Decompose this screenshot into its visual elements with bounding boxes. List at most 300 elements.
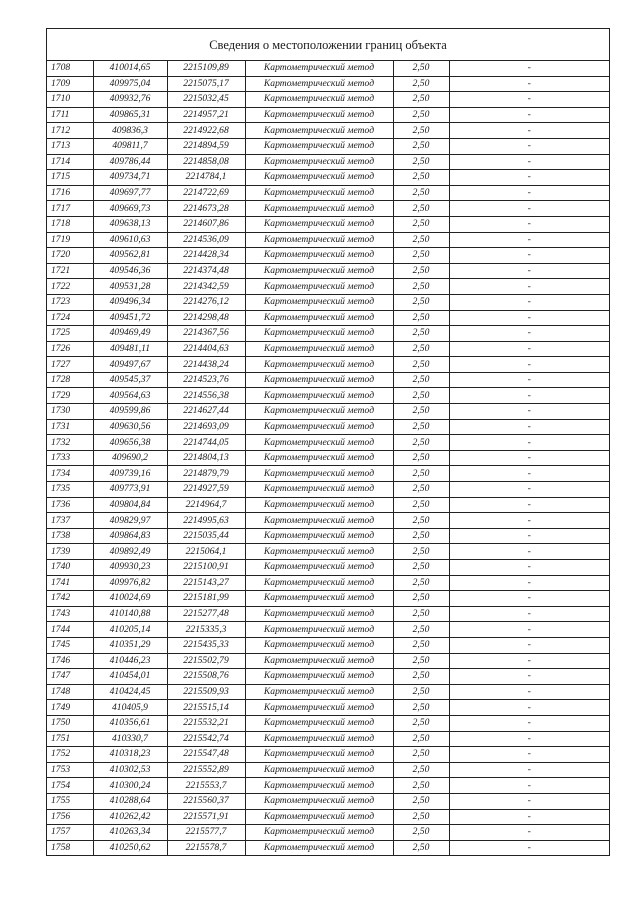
accuracy-cell: 2,50 (393, 419, 449, 435)
x-coordinate-cell: 409865,31 (93, 107, 167, 123)
table-row (47, 435, 609, 451)
table-row (47, 809, 609, 825)
method-cell: Картометрический метод (245, 185, 393, 201)
point-number-cell: 1721 (47, 263, 93, 279)
description-cell: - (449, 669, 609, 685)
method-cell: Картометрический метод (245, 653, 393, 669)
x-coordinate-cell: 409546,36 (93, 263, 167, 279)
x-coordinate-cell: 409930,23 (93, 560, 167, 576)
table-row (47, 372, 609, 388)
point-number-cell: 1742 (47, 591, 93, 607)
x-coordinate-cell: 409836,3 (93, 123, 167, 139)
table-row (47, 762, 609, 778)
x-coordinate-cell: 410263,34 (93, 825, 167, 841)
table-row (47, 294, 609, 310)
y-coordinate-cell: 2214693,09 (167, 419, 245, 435)
x-coordinate-cell: 410014,65 (93, 61, 167, 76)
x-coordinate-cell: 409599,86 (93, 404, 167, 420)
table-row (47, 497, 609, 513)
point-number-cell: 1736 (47, 497, 93, 513)
method-cell: Картометрический метод (245, 731, 393, 747)
table-row (47, 248, 609, 264)
x-coordinate-cell: 409562,81 (93, 248, 167, 264)
point-number-cell: 1715 (47, 170, 93, 186)
table-row (47, 715, 609, 731)
point-number-cell: 1743 (47, 606, 93, 622)
description-cell: - (449, 216, 609, 232)
table-row (47, 825, 609, 841)
description-cell: - (449, 279, 609, 295)
x-coordinate-cell: 409690,2 (93, 450, 167, 466)
y-coordinate-cell: 2215075,17 (167, 76, 245, 92)
x-coordinate-cell: 409864,83 (93, 528, 167, 544)
x-coordinate-cell: 409564,63 (93, 388, 167, 404)
y-coordinate-cell: 2214879,79 (167, 466, 245, 482)
x-coordinate-cell: 410024,69 (93, 591, 167, 607)
table-row (47, 61, 609, 76)
accuracy-cell: 2,50 (393, 435, 449, 451)
table-row (47, 575, 609, 591)
table-row (47, 357, 609, 373)
x-coordinate-cell: 409610,63 (93, 232, 167, 248)
y-coordinate-cell: 2214927,59 (167, 482, 245, 498)
x-coordinate-cell: 410140,88 (93, 606, 167, 622)
table-row (47, 669, 609, 685)
y-coordinate-cell: 2215578,7 (167, 840, 245, 855)
method-cell: Картометрический метод (245, 76, 393, 92)
method-cell: Картометрический метод (245, 482, 393, 498)
x-coordinate-cell: 409451,72 (93, 310, 167, 326)
description-cell: - (449, 232, 609, 248)
table-row (47, 450, 609, 466)
y-coordinate-cell: 2215035,44 (167, 528, 245, 544)
y-coordinate-cell: 2214627,44 (167, 404, 245, 420)
y-coordinate-cell: 2215277,48 (167, 606, 245, 622)
accuracy-cell: 2,50 (393, 263, 449, 279)
point-number-cell: 1753 (47, 762, 93, 778)
method-cell: Картометрический метод (245, 622, 393, 638)
x-coordinate-cell: 410330,7 (93, 731, 167, 747)
method-cell: Картометрический метод (245, 497, 393, 513)
method-cell: Картометрический метод (245, 747, 393, 763)
accuracy-cell: 2,50 (393, 92, 449, 108)
x-coordinate-cell: 409497,67 (93, 357, 167, 373)
method-cell: Картометрический метод (245, 154, 393, 170)
x-coordinate-cell: 410250,62 (93, 840, 167, 855)
y-coordinate-cell: 2214607,86 (167, 216, 245, 232)
point-number-cell: 1732 (47, 435, 93, 451)
table-row (47, 684, 609, 700)
x-coordinate-cell: 409811,7 (93, 138, 167, 154)
method-cell: Картометрический метод (245, 544, 393, 560)
point-number-cell: 1718 (47, 216, 93, 232)
description-cell: - (449, 154, 609, 170)
description-cell: - (449, 840, 609, 855)
method-cell: Картометрический метод (245, 279, 393, 295)
method-cell: Картометрический метод (245, 170, 393, 186)
point-number-cell: 1716 (47, 185, 93, 201)
method-cell: Картометрический метод (245, 606, 393, 622)
accuracy-cell: 2,50 (393, 154, 449, 170)
table-row (47, 326, 609, 342)
table-row (47, 513, 609, 529)
accuracy-cell: 2,50 (393, 606, 449, 622)
table-row (47, 310, 609, 326)
x-coordinate-cell: 409656,38 (93, 435, 167, 451)
y-coordinate-cell: 2214722,69 (167, 185, 245, 201)
point-number-cell: 1739 (47, 544, 93, 560)
y-coordinate-cell: 2215143,27 (167, 575, 245, 591)
accuracy-cell: 2,50 (393, 809, 449, 825)
x-coordinate-cell: 409976,82 (93, 575, 167, 591)
description-cell: - (449, 185, 609, 201)
accuracy-cell: 2,50 (393, 357, 449, 373)
table-row (47, 793, 609, 809)
table-row (47, 341, 609, 357)
description-cell: - (449, 388, 609, 404)
table-row (47, 560, 609, 576)
method-cell: Картометрический метод (245, 248, 393, 264)
point-number-cell: 1744 (47, 622, 93, 638)
point-number-cell: 1752 (47, 747, 93, 763)
method-cell: Картометрический метод (245, 123, 393, 139)
table-row (47, 123, 609, 139)
table-row (47, 606, 609, 622)
point-number-cell: 1751 (47, 731, 93, 747)
point-number-cell: 1757 (47, 825, 93, 841)
table-row (47, 170, 609, 186)
table-row (47, 216, 609, 232)
y-coordinate-cell: 2214404,63 (167, 341, 245, 357)
description-cell: - (449, 107, 609, 123)
x-coordinate-cell: 409496,34 (93, 294, 167, 310)
y-coordinate-cell: 2214957,21 (167, 107, 245, 123)
description-cell: - (449, 263, 609, 279)
method-cell: Картометрический метод (245, 372, 393, 388)
y-coordinate-cell: 2215552,89 (167, 762, 245, 778)
x-coordinate-cell: 409773,91 (93, 482, 167, 498)
description-cell: - (449, 201, 609, 217)
x-coordinate-cell: 410446,23 (93, 653, 167, 669)
point-number-cell: 1726 (47, 341, 93, 357)
point-number-cell: 1740 (47, 560, 93, 576)
point-number-cell: 1712 (47, 123, 93, 139)
accuracy-cell: 2,50 (393, 497, 449, 513)
accuracy-cell: 2,50 (393, 61, 449, 76)
x-coordinate-cell: 409545,37 (93, 372, 167, 388)
accuracy-cell: 2,50 (393, 622, 449, 638)
x-coordinate-cell: 410318,23 (93, 747, 167, 763)
accuracy-cell: 2,50 (393, 825, 449, 841)
accuracy-cell: 2,50 (393, 404, 449, 420)
description-cell: - (449, 482, 609, 498)
y-coordinate-cell: 2214995,63 (167, 513, 245, 529)
point-number-cell: 1748 (47, 684, 93, 700)
accuracy-cell: 2,50 (393, 513, 449, 529)
y-coordinate-cell: 2214804,13 (167, 450, 245, 466)
method-cell: Картометрический метод (245, 715, 393, 731)
table-row (47, 591, 609, 607)
description-cell: - (449, 357, 609, 373)
x-coordinate-cell: 409892,49 (93, 544, 167, 560)
accuracy-cell: 2,50 (393, 747, 449, 763)
table-row (47, 107, 609, 123)
y-coordinate-cell: 2215508,76 (167, 669, 245, 685)
accuracy-cell: 2,50 (393, 731, 449, 747)
table-row (47, 76, 609, 92)
method-cell: Картометрический метод (245, 388, 393, 404)
description-cell: - (449, 700, 609, 716)
x-coordinate-cell: 409829,97 (93, 513, 167, 529)
point-number-cell: 1737 (47, 513, 93, 529)
method-cell: Картометрический метод (245, 263, 393, 279)
method-cell: Картометрический метод (245, 404, 393, 420)
table-row (47, 92, 609, 108)
description-cell: - (449, 715, 609, 731)
table-row (47, 404, 609, 420)
method-cell: Картометрический метод (245, 435, 393, 451)
method-cell: Картометрический метод (245, 341, 393, 357)
y-coordinate-cell: 2214374,48 (167, 263, 245, 279)
accuracy-cell: 2,50 (393, 669, 449, 685)
accuracy-cell: 2,50 (393, 793, 449, 809)
method-cell: Картометрический метод (245, 138, 393, 154)
table-body (47, 61, 609, 855)
y-coordinate-cell: 2215435,33 (167, 637, 245, 653)
accuracy-cell: 2,50 (393, 762, 449, 778)
description-cell: - (449, 310, 609, 326)
y-coordinate-cell: 2215547,48 (167, 747, 245, 763)
accuracy-cell: 2,50 (393, 700, 449, 716)
method-cell: Картометрический метод (245, 591, 393, 607)
coordinates-table (47, 61, 609, 855)
description-cell: - (449, 637, 609, 653)
table-row (47, 700, 609, 716)
accuracy-cell: 2,50 (393, 715, 449, 731)
accuracy-cell: 2,50 (393, 170, 449, 186)
table-row (47, 637, 609, 653)
method-cell: Картометрический метод (245, 825, 393, 841)
y-coordinate-cell: 2214438,24 (167, 357, 245, 373)
description-cell: - (449, 591, 609, 607)
y-coordinate-cell: 2215509,93 (167, 684, 245, 700)
accuracy-cell: 2,50 (393, 76, 449, 92)
point-number-cell: 1708 (47, 61, 93, 76)
point-number-cell: 1746 (47, 653, 93, 669)
point-number-cell: 1747 (47, 669, 93, 685)
x-coordinate-cell: 409531,28 (93, 279, 167, 295)
description-cell: - (449, 450, 609, 466)
method-cell: Картометрический метод (245, 809, 393, 825)
x-coordinate-cell: 410351,29 (93, 637, 167, 653)
point-number-cell: 1756 (47, 809, 93, 825)
y-coordinate-cell: 2214964,7 (167, 497, 245, 513)
accuracy-cell: 2,50 (393, 778, 449, 794)
description-cell: - (449, 825, 609, 841)
table-row (47, 731, 609, 747)
accuracy-cell: 2,50 (393, 653, 449, 669)
accuracy-cell: 2,50 (393, 591, 449, 607)
accuracy-cell: 2,50 (393, 341, 449, 357)
point-number-cell: 1714 (47, 154, 93, 170)
y-coordinate-cell: 2215542,74 (167, 731, 245, 747)
accuracy-cell: 2,50 (393, 232, 449, 248)
table-row (47, 466, 609, 482)
point-number-cell: 1711 (47, 107, 93, 123)
x-coordinate-cell: 409734,71 (93, 170, 167, 186)
description-cell: - (449, 92, 609, 108)
table-row (47, 279, 609, 295)
description-cell: - (449, 294, 609, 310)
y-coordinate-cell: 2214342,59 (167, 279, 245, 295)
y-coordinate-cell: 2214536,09 (167, 232, 245, 248)
description-cell: - (449, 326, 609, 342)
x-coordinate-cell: 410262,42 (93, 809, 167, 825)
x-coordinate-cell: 409481,11 (93, 341, 167, 357)
description-cell: - (449, 466, 609, 482)
table-row (47, 840, 609, 855)
accuracy-cell: 2,50 (393, 544, 449, 560)
x-coordinate-cell: 409739,16 (93, 466, 167, 482)
y-coordinate-cell: 2214858,08 (167, 154, 245, 170)
x-coordinate-cell: 409975,04 (93, 76, 167, 92)
description-cell: - (449, 762, 609, 778)
y-coordinate-cell: 2215502,79 (167, 653, 245, 669)
method-cell: Картометрический метод (245, 201, 393, 217)
description-cell: - (449, 528, 609, 544)
accuracy-cell: 2,50 (393, 372, 449, 388)
description-cell: - (449, 747, 609, 763)
description-cell: - (449, 404, 609, 420)
description-cell: - (449, 513, 609, 529)
y-coordinate-cell: 2214298,48 (167, 310, 245, 326)
description-cell: - (449, 248, 609, 264)
table-row (47, 138, 609, 154)
point-number-cell: 1734 (47, 466, 93, 482)
x-coordinate-cell: 410302,53 (93, 762, 167, 778)
method-cell: Картометрический метод (245, 669, 393, 685)
method-cell: Картометрический метод (245, 575, 393, 591)
description-cell: - (449, 61, 609, 76)
accuracy-cell: 2,50 (393, 248, 449, 264)
x-coordinate-cell: 409630,56 (93, 419, 167, 435)
description-cell: - (449, 653, 609, 669)
method-cell: Картометрический метод (245, 232, 393, 248)
method-cell: Картометрический метод (245, 310, 393, 326)
accuracy-cell: 2,50 (393, 310, 449, 326)
description-cell: - (449, 544, 609, 560)
method-cell: Картометрический метод (245, 793, 393, 809)
y-coordinate-cell: 2214922,68 (167, 123, 245, 139)
point-number-cell: 1749 (47, 700, 93, 716)
accuracy-cell: 2,50 (393, 216, 449, 232)
table-row (47, 653, 609, 669)
point-number-cell: 1727 (47, 357, 93, 373)
y-coordinate-cell: 2215560,37 (167, 793, 245, 809)
point-number-cell: 1723 (47, 294, 93, 310)
x-coordinate-cell: 409786,44 (93, 154, 167, 170)
x-coordinate-cell: 410405,9 (93, 700, 167, 716)
point-number-cell: 1724 (47, 310, 93, 326)
method-cell: Картометрический метод (245, 326, 393, 342)
accuracy-cell: 2,50 (393, 294, 449, 310)
y-coordinate-cell: 2215064,1 (167, 544, 245, 560)
description-cell: - (449, 170, 609, 186)
y-coordinate-cell: 2215532,21 (167, 715, 245, 731)
description-cell: - (449, 372, 609, 388)
point-number-cell: 1709 (47, 76, 93, 92)
accuracy-cell: 2,50 (393, 326, 449, 342)
boundary-table-sheet (46, 28, 610, 856)
point-number-cell: 1710 (47, 92, 93, 108)
x-coordinate-cell: 409804,84 (93, 497, 167, 513)
x-coordinate-cell: 410454,01 (93, 669, 167, 685)
table-row (47, 482, 609, 498)
y-coordinate-cell: 2215335,3 (167, 622, 245, 638)
x-coordinate-cell: 409638,13 (93, 216, 167, 232)
point-number-cell: 1741 (47, 575, 93, 591)
description-cell: - (449, 560, 609, 576)
method-cell: Картометрический метод (245, 216, 393, 232)
point-number-cell: 1730 (47, 404, 93, 420)
point-number-cell: 1735 (47, 482, 93, 498)
description-cell: - (449, 419, 609, 435)
x-coordinate-cell: 409932,76 (93, 92, 167, 108)
y-coordinate-cell: 2215109,89 (167, 61, 245, 76)
point-number-cell: 1731 (47, 419, 93, 435)
accuracy-cell: 2,50 (393, 528, 449, 544)
description-cell: - (449, 793, 609, 809)
table-row (47, 747, 609, 763)
y-coordinate-cell: 2214428,34 (167, 248, 245, 264)
y-coordinate-cell: 2214894,59 (167, 138, 245, 154)
method-cell: Картометрический метод (245, 92, 393, 108)
point-number-cell: 1722 (47, 279, 93, 295)
y-coordinate-cell: 2215577,7 (167, 825, 245, 841)
method-cell: Картометрический метод (245, 466, 393, 482)
x-coordinate-cell: 410356,61 (93, 715, 167, 731)
description-cell: - (449, 341, 609, 357)
description-cell: - (449, 606, 609, 622)
y-coordinate-cell: 2215571,91 (167, 809, 245, 825)
point-number-cell: 1728 (47, 372, 93, 388)
table-row (47, 528, 609, 544)
description-cell: - (449, 684, 609, 700)
point-number-cell: 1754 (47, 778, 93, 794)
point-number-cell: 1738 (47, 528, 93, 544)
point-number-cell: 1755 (47, 793, 93, 809)
description-cell: - (449, 123, 609, 139)
table-row (47, 263, 609, 279)
description-cell: - (449, 622, 609, 638)
table-row (47, 232, 609, 248)
accuracy-cell: 2,50 (393, 840, 449, 855)
x-coordinate-cell: 409469,49 (93, 326, 167, 342)
description-cell: - (449, 731, 609, 747)
accuracy-cell: 2,50 (393, 684, 449, 700)
x-coordinate-cell: 410300,24 (93, 778, 167, 794)
description-cell: - (449, 138, 609, 154)
y-coordinate-cell: 2214784,1 (167, 170, 245, 186)
point-number-cell: 1713 (47, 138, 93, 154)
table-row (47, 622, 609, 638)
point-number-cell: 1750 (47, 715, 93, 731)
accuracy-cell: 2,50 (393, 138, 449, 154)
accuracy-cell: 2,50 (393, 450, 449, 466)
y-coordinate-cell: 2215181,99 (167, 591, 245, 607)
method-cell: Картометрический метод (245, 700, 393, 716)
description-cell: - (449, 497, 609, 513)
